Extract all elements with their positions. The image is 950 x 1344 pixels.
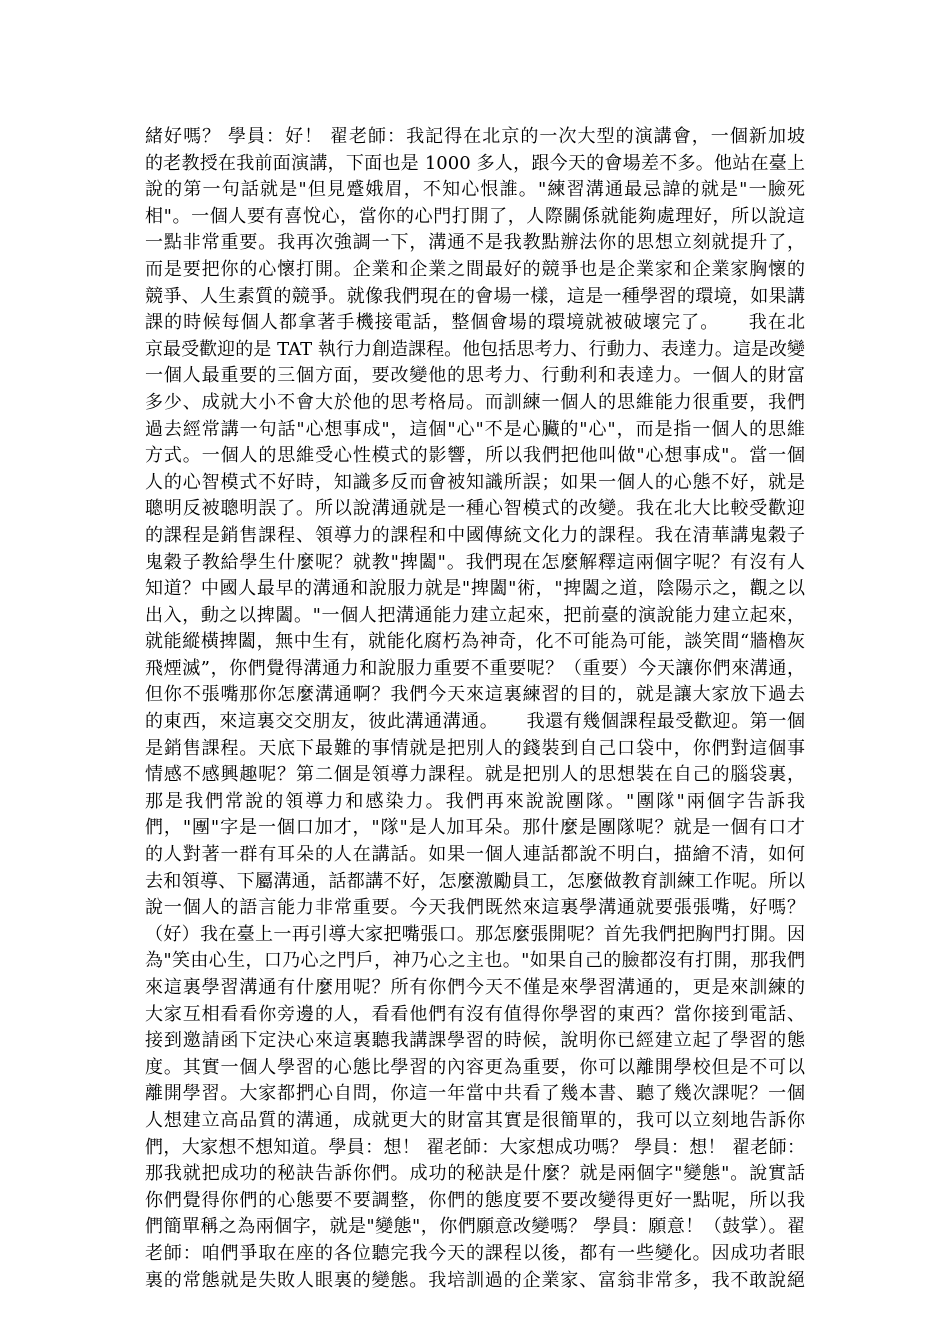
body-text [145,124,805,1294]
text-line: 裏的常態就是失敗人眼裏的變態。我培訓過的企業家、富翁非常多，我不敢說絕 [145,1269,805,1291]
text-line: 們，大家想不想知道。學員：想！ 翟老師：大家想成功嗎？ 學員：想！ 翟老師： [145,1136,805,1158]
text-line: 競爭、人生素質的競爭。就像我們現在的會場一樣，這是一種學習的環境，如果講 [145,285,805,307]
text-line: 接到邀請函下定決心來這裏聽我講課學習的時候，說明你已經建立起了學習的態 [145,1030,805,1052]
text-line: 出入，動之以捭闔。"一個人把溝通能力建立起來，把前臺的演說能力建立起來， [145,604,805,626]
text-line: 來這裏學習溝通有什麼用呢？所有你們今天不僅是來學習溝通的，更是來訓練的 [145,977,805,998]
text-line: 一點非常重要。我再次強調一下，溝通不是我教點辦法你的思想立刻就提升了， [145,232,805,254]
text-line: 鬼穀子教給學生什麼呢？就教"捭闔"。我們現在怎麼解釋這兩個字呢？有沒有人 [145,551,805,573]
text-line: 的課程是銷售課程、領導力的課程和中國傳統文化力的課程。我在清華講鬼穀子 [145,524,805,546]
text-line: 的東西，來這裏交交朋友，彼此溝通溝通。 我還有幾個課程最受歡迎。第一個 [145,711,805,733]
text-line: 方式。一個人的思維受心性模式的影響，所以我們把他叫做"心想事成"。當一個 [145,445,805,467]
text-line: 為"笑由心生，口乃心之門戶，神乃心之主也。"如果自己的臉都沒有打開，那我們 [145,950,805,972]
text-line: 人的心智模式不好時，知識多反而會被知識所誤；如果一個人的心態不好，就是 [145,471,805,493]
text-line: 度。其實一個人學習的心態比學習的內容更為重要，你可以離開學校但是不可以 [145,1056,805,1078]
text-line: 去和領導、下屬溝通，話都講不好，怎麼激勵員工，怎麼做教育訓練工作呢。所以 [145,870,805,892]
text-line: 老師：咱們爭取在座的各位聽完我今天的課程以後，都有一些變化。因成功者眼 [145,1242,805,1264]
text-line: 那我就把成功的秘訣告訴你們。成功的秘訣是什麼？就是兩個字"變態"。說實話 [145,1163,805,1185]
text-line: 你們覺得你們的心態要不要調整，你們的態度要不要改變得更好一點呢，所以我 [145,1189,805,1211]
text-line: 們，"團"字是一個口加才，"隊"是人加耳朵。那什麼是團隊呢？就是一個有口才 [145,817,805,839]
text-line: 緒好嗎？ 學員：好！ 翟老師：我記得在北京的一次大型的演講會，一個新加坡 [145,126,805,147]
text-line: 那是我們常說的領導力和感染力。我們再來說說團隊。"團隊"兩個字告訴我 [145,790,805,812]
text-line: 飛煙滅”，你們覺得溝通力和說服力重要不重要呢？（重要）今天讓你們來溝通， [145,657,805,679]
text-line: 但你不張嘴那你怎麼溝通啊？我們今天來這裏練習的目的，就是讓大家放下過去 [145,684,805,706]
text-line: 說一個人的語言能力非常重要。今天我們既然來這裏學溝通就要張張嘴，好嗎？ [145,897,805,919]
text-line: 們簡單稱之為兩個字，就是"變態"，你們願意改變嗎？ 學員：願意！（鼓掌）。翟 [145,1216,805,1238]
text-line: 聰明反被聰明誤了。所以說溝通就是一種心智模式的改變。我在北大比較受歡迎 [145,498,805,520]
text-line: 多少、成就大小不會大於他的思考格局。而訓練一個人的思維能力很重要，我們 [145,391,805,413]
text-line: 過去經常講一句話"心想事成"，這個"心"不是心臟的"心"，而是指一個人的思維 [145,418,805,440]
text-line: （好）我在臺上一再引導大家把嘴張口。那怎麼張開呢？首先我們把胸門打開。因 [145,923,805,945]
text-line: 一個人最重要的三個方面，要改變他的思考力、行動利和表達力。一個人的財富 [145,365,805,387]
text-line: 知道？中國人最早的溝通和說服力就是"捭闔"術，"捭闔之道，陰陽示之，觀之以 [145,578,805,600]
text-line: 就能縱橫捭闔，無中生有，就能化腐朽為神奇，化不可能為可能，談笑間“牆櫓灰 [145,631,805,653]
text-line: 人想建立高品質的溝通，成就更大的財富其實是很簡單的，我可以立刻地告訴你 [145,1109,805,1131]
text-line: 情感不感興趣呢？第二個是領導力課程。就是把別人的思想裝在自己的腦袋裏， [145,764,805,786]
text-line: 是銷售課程。天底下最難的事情就是把別人的錢裝到自己口袋中，你們對這個事 [145,737,805,759]
text-line: 離開學習。大家都捫心自問，你這一年當中共看了幾本書、聽了幾次課呢？一個 [145,1083,805,1105]
text-line: 京最受歡迎的是 TAT 執行力創造課程。他包括思考力、行動力、表達力。這是改變 [145,338,805,360]
text-line: 課的時候每個人都拿著手機接電話，整個會場的環境就被破壞完了。 我在北 [145,312,805,334]
text-line: 說的第一句話就是"但見蹙娥眉，不知心恨誰。"練習溝通最忌諱的就是"一臉死 [145,179,805,201]
text-line: 而是要把你的心懷打開。企業和企業之間最好的競爭也是企業家和企業家胸懷的 [145,258,805,280]
text-line: 的人對著一群有耳朵的人在講話。如果一個人連話都說不明白，描繪不清，如何 [145,844,805,866]
text-line: 相"。一個人要有喜悅心，當你的心門打開了，人際關係就能夠處理好，所以說這 [145,205,805,227]
text-line: 的老教授在我前面演講，下面也是 1000 多人，跟今天的會場差不多。他站在臺上 [145,152,805,174]
text-line: 大家互相看看你旁邊的人，看看他們有沒有值得你學習的東西？當你接到電話、 [145,1003,805,1025]
